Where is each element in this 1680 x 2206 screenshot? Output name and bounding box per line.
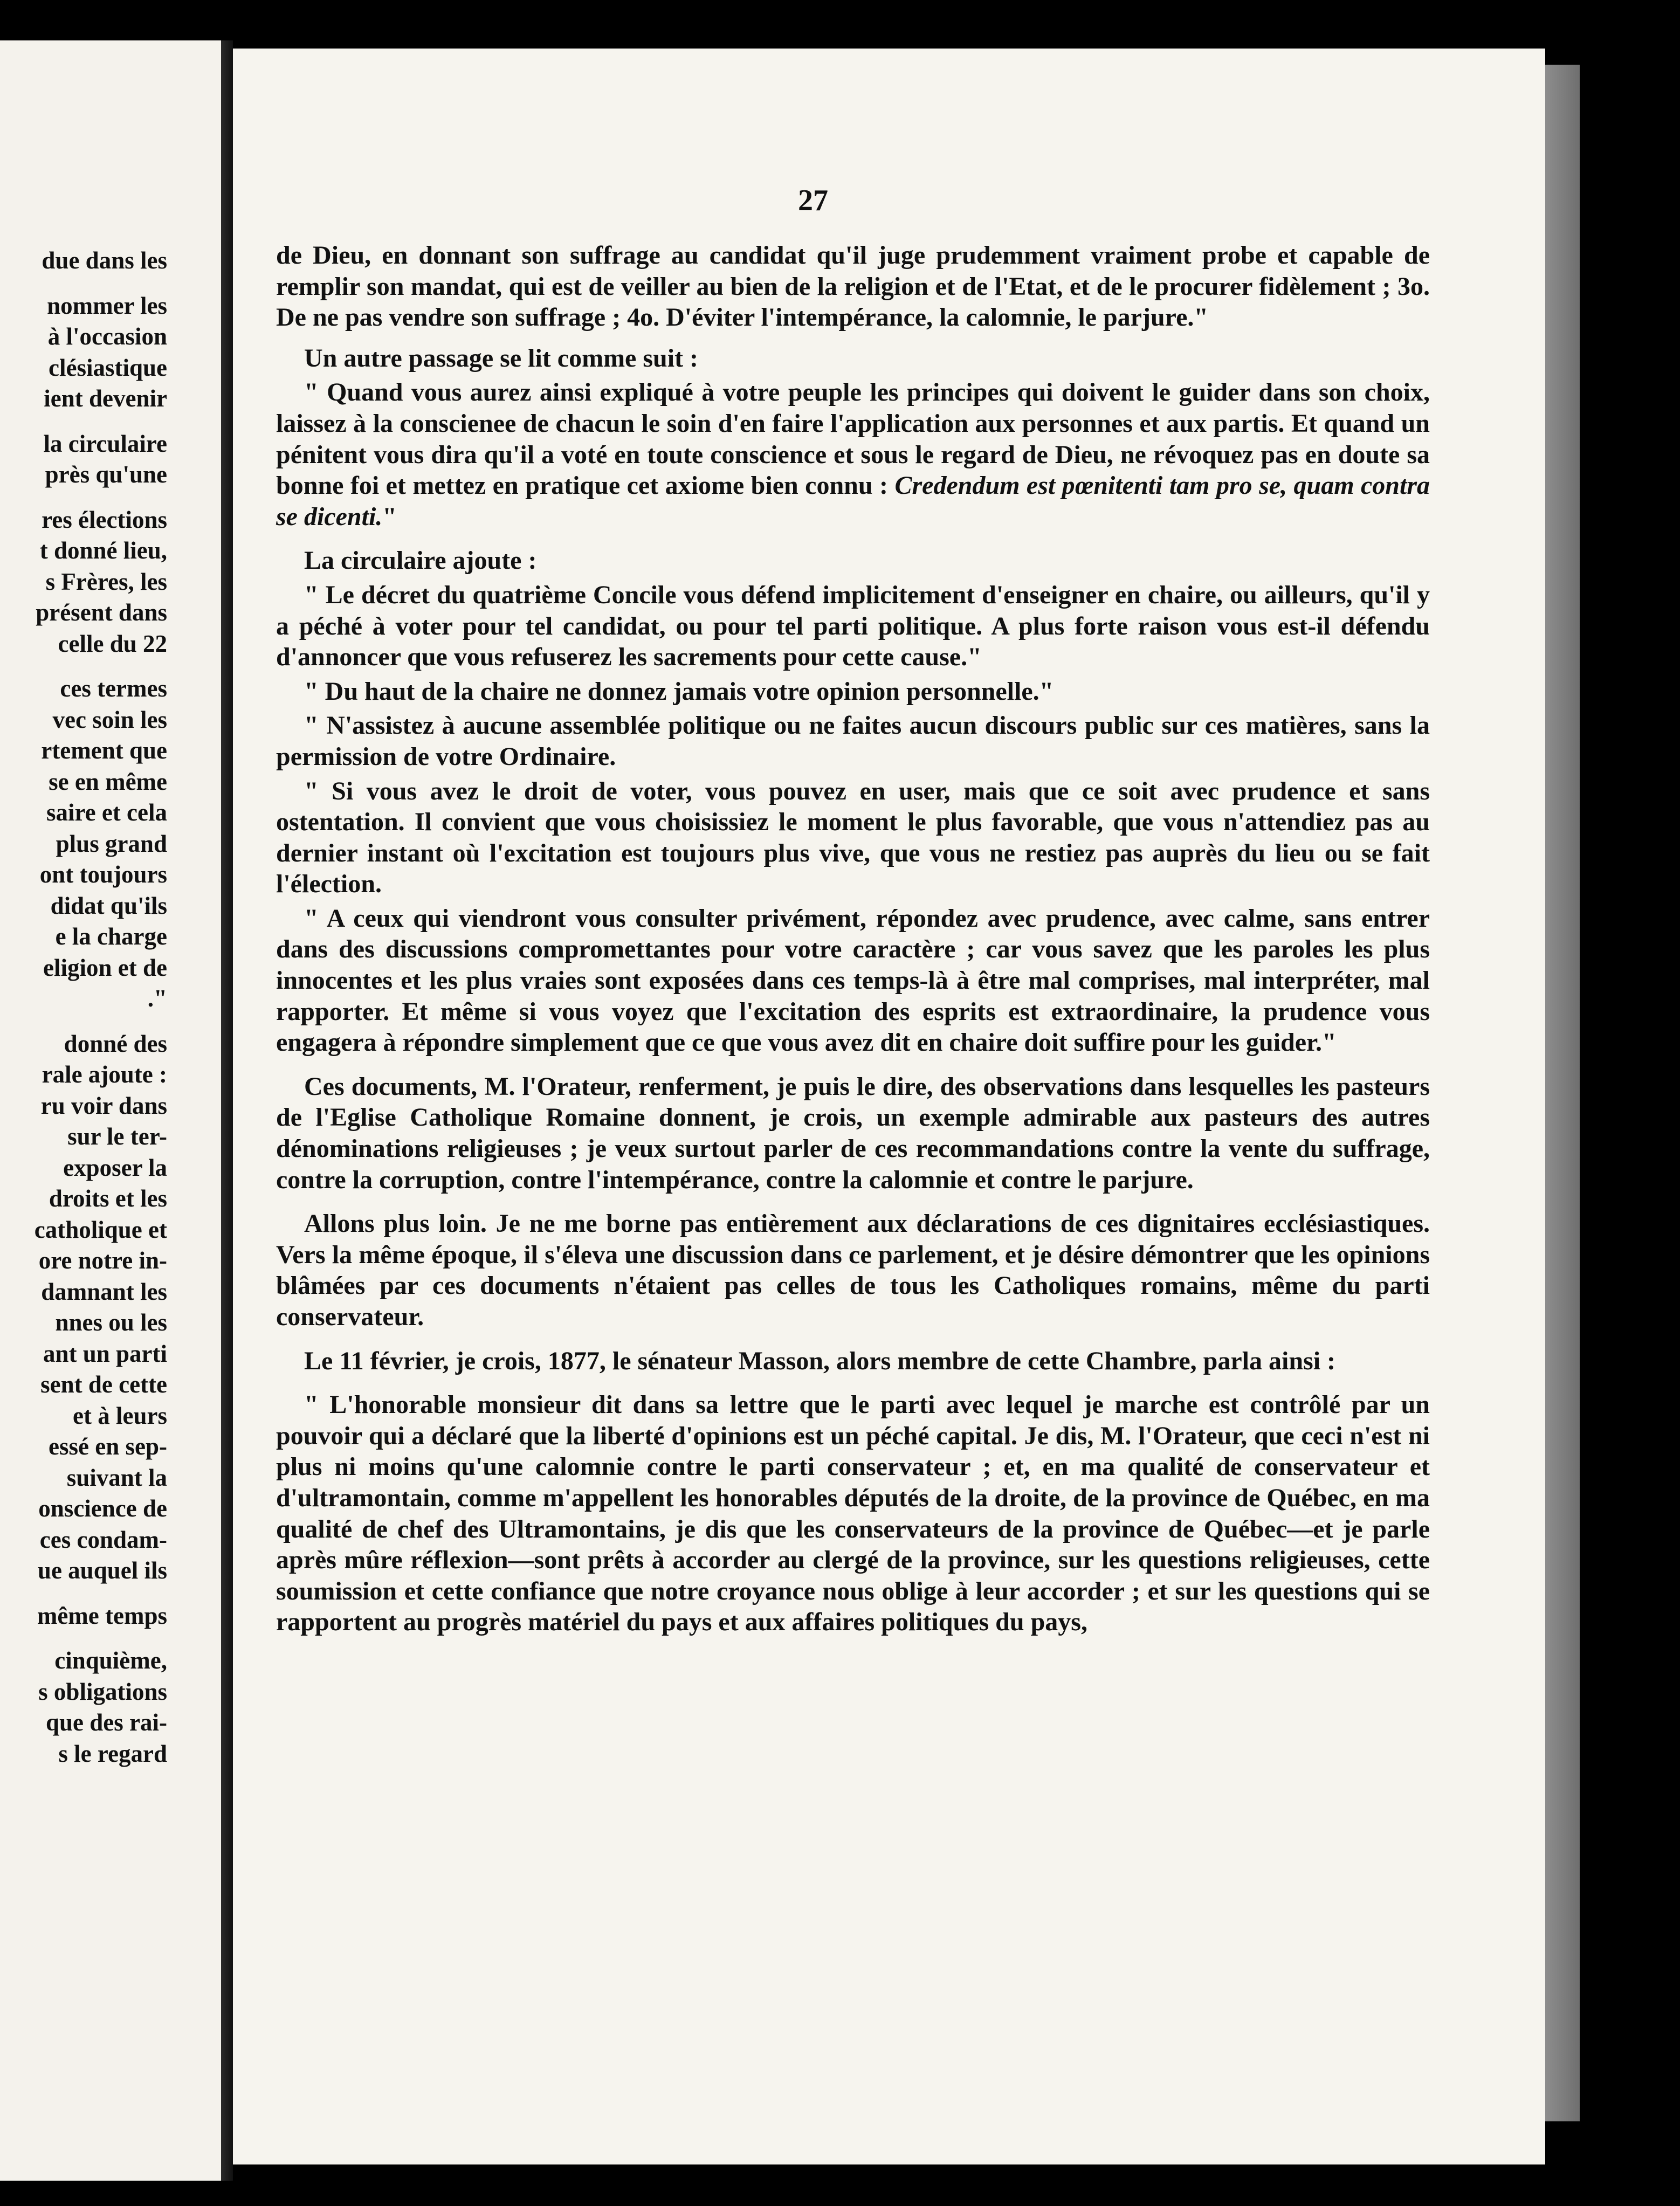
left-column-line: que des rai- [46,1709,167,1736]
left-column-line: saire et cela [46,799,167,826]
left-column-line: eligion et de [43,954,167,981]
left-column-gap [35,1587,167,1601]
left-column-line: ant un parti [43,1340,167,1367]
paragraph [276,776,1430,900]
left-column-line: la circulaire [43,430,167,457]
left-column-line: e la charge [55,923,167,950]
paragraph [276,580,1430,673]
left-column-line: due dans les [42,247,167,274]
left-column-gap [35,277,167,291]
left-column-gap [35,1015,167,1029]
left-column-gap [35,415,167,429]
paragraph-text: " Si vous avez le droit de voter, vous pouvez en user, mais que ce soit avec prudence et sans ostentation. Il convient que vous choisissiez le moment le plus favorable, que vous n'attendiez pas au dernier instant où l'excitation est toujours plus vive, que vous ne restiez pas auprès du lieu ou se fait l'élection. [276,776,1430,899]
paragraph [276,377,1430,532]
left-column-gap [35,1631,167,1645]
paragraph-text: Le 11 février, je crois, 1877, le sénateur Masson, alors membre de cette Chambre, parla ainsi : [304,1346,1336,1375]
left-column-line: près qu'une [45,461,167,488]
left-column-line: rale ajoute : [42,1061,167,1088]
paragraph-text: " A ceux qui viendront vous consulter privément, répondez avec prudence, avec calme, sans entrer dans des discussions compromettantes pour votre caractère ; car vous savez que les paroles les plus innocentes et les plus vraies sont exposées dans ces temps-là à être mal comprises, mal interpréter, mal rapporter. Et même si vous voyez que l'excitation des esprits est extraordinaire, la prudence vous engagera à répondre simplement que ce que vous avez dit en chaire doit suffire pour les guider." [276,904,1430,1057]
left-column-line: nommer les [47,292,167,319]
left-column-line: celle du 22 [58,630,167,657]
left-column-line: même temps [37,1602,167,1629]
left-column-line: didat qu'ils [50,892,167,919]
left-column-line: catholique et [34,1216,167,1243]
left-column-line: à l'occasion [47,323,167,350]
paragraph-text: Allons plus loin. Je ne me borne pas entièrement aux déclarations de ces dignitaires ecclésiastiques. Vers la même époque, il s'éleva une discussion dans ce parlement, et je désire démontrer que les opinions blâmées par ces documents n'étaient pas celles de tous les Catholiques romains, même du parti conservateur. [276,1209,1430,1331]
left-column-line: ient devenir [44,385,167,412]
paragraph-text: La circulaire ajoute : [304,546,537,575]
left-column-line: plus grand [56,830,167,857]
left-column-gap [35,491,167,505]
closing-quote: " [382,502,397,531]
left-page-fragment [0,40,221,2181]
body-text [276,240,1430,1651]
left-column-line: t donné lieu, [39,537,167,564]
paragraph [276,240,1430,333]
paragraph-text: " Quand vous aurez ainsi expliqué à votre peuple les principes qui doivent le guider dans son choix, laissez à la conscienee de chacun le soin d'en faire l'application aux personnes et aux partis. Et quand un pénitent vous dira qu'il a voté en toute conscience et sous le regard de Dieu, ne révoquez pas en doute sa bonne foi et mettez en pratique cet axiome bien connu : [276,378,1430,500]
left-column-line: onscience de [38,1495,167,1522]
left-column-line: res élections [42,506,167,533]
paragraph [276,1208,1430,1332]
paragraph-text: Ces documents, M. l'Orateur, renferment, je puis le dire, des observations dans lesquelles les pasteurs de l'Eglise Catholique Romaine donnent, je crois, un exemple admirable aux pasteurs des autres dénominations religieuses ; je veux surtout parler de ces recommandations contre la vente du suffrage, contre la corruption, contre l'intempérance, contre la calomnie et contre le parjure. [276,1072,1430,1194]
paragraph [276,1346,1430,1377]
left-column-line: présent dans [36,599,167,626]
left-column-line: donné des [64,1030,167,1057]
left-column-line: damnant les [41,1278,167,1305]
left-column-line: ." [147,985,167,1012]
paragraph-text: " L'honorable monsieur dit dans sa lettre que le parti avec lequel je marche est contrôlé par un pouvoir qui a déclaré que la liberté d'opinions est un péché capital. Je dis, M. l'Orateur, que ceci n'est ni plus ni moins qu'une calomnie contre le parti conservateur ; et, en ma qualité de conservateur et d'ultramontain, comme m'appellent les honorables députés de la droite, de la province de Québec, en ma qualité de chef des Ultramontains, je dis que les conservateurs de la province de Québec—et je parle après mûre réflexion—sont prêts à accorder au clergé de la province, sur les questions religieuses, cette soumission et cette confiance que notre croyance nous oblige à leur accorder ; et sur les questions qui se rapportent au progrès matériel du pays et aux affaires politiques du pays, [276,1390,1430,1637]
left-column-line: ore notre in- [38,1247,167,1274]
paragraph-text: Un autre passage se lit comme suit : [304,343,699,373]
paragraph-text: de Dieu, en donnant son suffrage au candidat qu'il juge prudemment vraiment probe et capable de remplir son mandat, qui est de veiller au bien de la religion et de l'Etat, et de le procurer fidèlement ; 3o. De ne pas vendre son suffrage ; 4o. D'éviter l'intempérance, la calomnie, le parjure." [276,241,1430,332]
left-column-line: exposer la [63,1154,167,1181]
left-column-line: sur le ter- [67,1123,167,1150]
paragraph-text: " Le décret du quatrième Concile vous défend implicitement d'enseigner en chaire, ou ailleurs, qu'il y a péché à voter pour tel candidat, ou pour tel parti politique. A plus forte raison vous est-il défendu d'annoncer que vous refuserez les sacrements pour cette cause." [276,580,1430,672]
left-column-line: rtement que [41,737,167,764]
left-column-line: s obligations [38,1678,167,1705]
paragraph [276,676,1430,707]
left-column-line: vec soin les [52,706,167,733]
left-column-line: ue auquel ils [37,1557,167,1584]
paragraph [276,710,1430,772]
gutter-shadow [221,40,233,2181]
left-column-line: ru voir dans [40,1092,167,1119]
left-column-line: clésiastique [49,354,167,381]
paragraph-text: " Du haut de la chaire ne donnez jamais votre opinion personnelle." [304,677,1054,706]
left-column-line: cinquième, [54,1647,167,1674]
left-column-line: essé en sep- [49,1433,167,1460]
left-column-line: et à leurs [73,1402,167,1429]
left-column-line: s le regard [58,1740,167,1767]
left-column-line: nnes ou les [55,1309,167,1336]
paragraph [276,1389,1430,1638]
left-column-gap [35,659,167,673]
paragraph-text: " N'assistez à aucune assemblée politique ou ne faites aucun discours public sur ces matières, sans la permission de votre Ordinaire. [276,711,1430,771]
left-column-text [35,245,167,1769]
paragraph [276,343,1430,374]
left-column-line: suivant la [66,1464,167,1491]
paragraph [276,545,1430,576]
left-column-line: ont toujours [39,861,167,888]
latin-axiom: Credendum est pœnitenti tam pro se, quam contra se dicenti. [276,471,1430,531]
paragraph [276,903,1430,1058]
left-column-line: s Frères, les [45,568,167,595]
page-edge [1545,65,1580,2121]
left-column-line: droits et les [49,1185,167,1212]
left-column-line: sent de cette [40,1371,167,1398]
main-page [233,49,1545,2164]
left-column-line: ces termes [60,675,167,702]
page-number: 27 [798,184,828,217]
paragraph [276,1071,1430,1195]
left-column-line: ces condam- [39,1526,167,1553]
left-column-line: se en même [49,768,167,795]
